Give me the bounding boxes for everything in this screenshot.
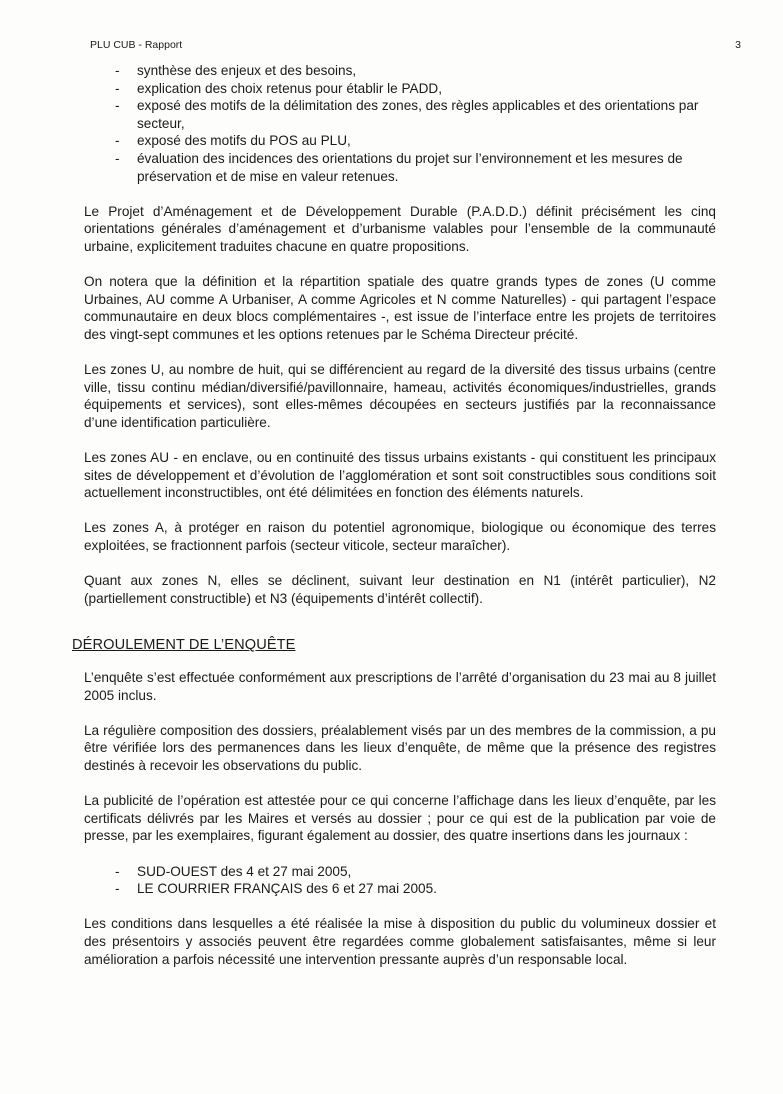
press-list xyxy=(84,863,716,898)
list-item: - exposé des motifs de la délimitation des zones, des règles applicables et des orientations par secteur, xyxy=(84,97,716,132)
list-item: - synthèse des enjeux et des besoins, xyxy=(84,62,716,80)
paragraph-zones-u: Les zones U, au nombre de huit, qui se différencient au regard de la diversité des tissus urbains (centre ville, tissu continu médian/diversifié/pavillonnaire, hameau, activités économiques/industrielles, grands équipements et services), sont elles-mêmes découpées en secteurs justifiés par la reconnaissance d’une identification particulière. xyxy=(84,362,716,430)
section-heading: DÉROULEMENT DE L’ENQUÊTE xyxy=(72,637,296,654)
paragraph-padd: Le Projet d’Aménagement et de Développement Durable (P.A.D.D.) définit précisément les cinq orientations générales d’aménagement et d’urbanisme valables pour l’ensemble de la communauté urbaine, explicitement traduites chacune en quatre propositions. xyxy=(84,203,716,254)
list-item: - exposé des motifs du POS au PLU, xyxy=(84,132,716,150)
paragraph-zone-types: On notera que la définition et la répartition spatiale des quatre grands types de zones (U comme Urbaines, AU comme A Urbaniser, A comme Agricoles et N comme Naturelles) - qui partagent l’espace communautaire en deux blocs complémentaires -, est issue de l’interface entre les projets de territoires des vingt-sept communes et les options retenues par le Schéma Directeur précité. xyxy=(84,274,716,342)
paragraph-zones-n: Quant aux zones N, elles se déclinent, suivant leur destination en N1 (intérêt particulier), N2 (partiellement constructible) et N3 (équipements d’intérêt collectif). xyxy=(84,573,716,606)
list-item: - explication des choix retenus pour établir le PADD, xyxy=(84,80,716,98)
list-item: - SUD-OUEST des 4 et 27 mai 2005, xyxy=(84,863,716,881)
report-contents-list xyxy=(84,62,716,185)
document-title: PLU CUB - Rapport xyxy=(90,39,183,51)
paragraph-conditions: Les conditions dans lesquelles a été réalisée la mise à disposition du public du volumineux dossier et des présentoirs y associés peuvent être regardées comme globalement satisfaisantes, même si leur amélioration a parfois nécessité une intervention pressante auprès d’un responsable local. xyxy=(84,916,716,967)
paragraph-zones-a: Les zones A, à protéger en raison du potentiel agronomique, biologique ou économique des terres exploitées, se fractionnent parfois (secteur viticole, secteur maraîcher). xyxy=(84,520,716,554)
paragraph-zones-au: Les zones AU - en enclave, ou en continuité des tissus urbains existants - qui constituent les principaux sites de développement et d’évolution de l’agglomération et sont soit constructibles sous conditions soit actuellement inconstructibles, ont été délimitées en fonction des éléments naturels. xyxy=(84,450,716,501)
list-item: - LE COURRIER FRANÇAIS des 6 et 27 mai 2005. xyxy=(84,880,716,898)
paragraph-publicite: La publicité de l’opération est attestée pour ce qui concerne l’affichage dans les lieux d’enquête, par les certificats délivrés par les Maires et versés au dossier ; pour ce qui est de la publication par voie de presse, par les exemplaires, figurant également au dossier, des quatre insertions dans les journaux : xyxy=(84,793,716,844)
list-item: - évaluation des incidences des orientations du projet sur l’environnement et les mesures de préservation et de mise en valeur retenues. xyxy=(84,150,716,185)
page-body xyxy=(72,62,716,986)
paragraph-enquete-dates: L’enquête s’est effectuée conformément aux prescriptions de l’arrêté d’organisation du 23 mai au 8 juillet 2005 inclus. xyxy=(84,670,716,703)
paragraph-composition: La régulière composition des dossiers, préalablement visés par un des membres de la commission, a pu être vérifiée lors des permanences dans les lieux d’enquête, de même que la présence des registres destinés à recevoir les observations du public. xyxy=(84,722,716,773)
page-header xyxy=(90,39,741,51)
page-number: 3 xyxy=(735,39,741,51)
